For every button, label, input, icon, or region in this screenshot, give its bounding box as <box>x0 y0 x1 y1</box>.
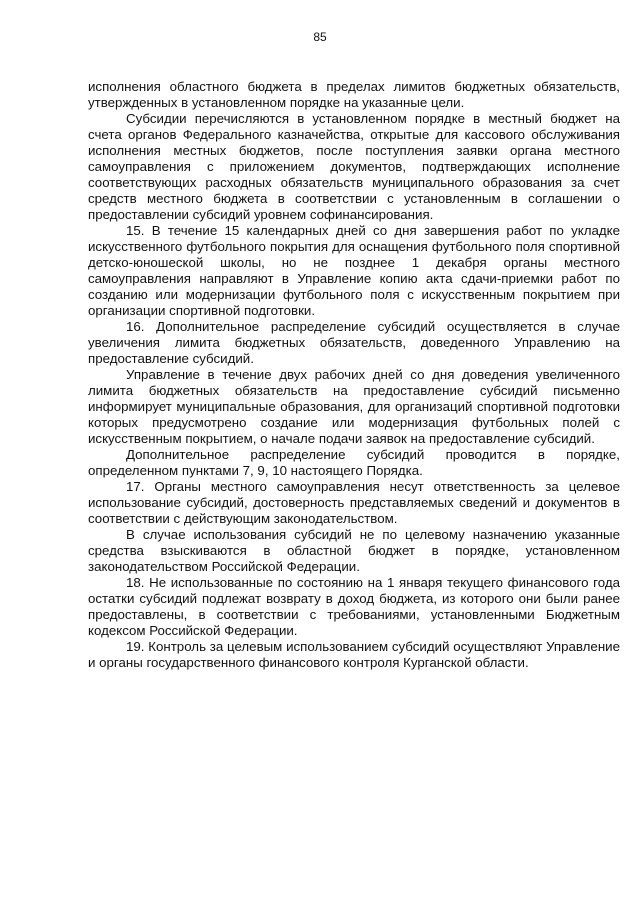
paragraph-item-15: 15. В течение 15 календарных дней со дня завершения работ по укладке искусственного футбольного покрытия для оснащения футбольного поля спортивной детско-юношеской школы, но не позднее 1 декабря органы местного самоуправления направляют в Управление копию акта сдачи-приемки работ по созданию или модернизации футбольного поля с искусственным покрытием при организации спортивной подготовки. <box>88 223 620 318</box>
paragraph-continuation: исполнения областного бюджета в пределах лимитов бюджетных обязательств, утвержденных в установленном порядке на указанные цели. <box>88 79 620 110</box>
paragraph-subsidy-transfer: Субсидии перечисляются в установленном порядке в местный бюджет на счета органов Федерального казначейства, открытые для кассового обслуживания исполнения местных бюджетов, после поступления заявки органа местного самоуправления с приложением документов, подтверждающих исполнение соответствующих расходных обязательств муниципального образования за счет средств местного бюджета в соответствии с установленным в соглашении о предоставлении субсидий уровнем софинансирования. <box>88 111 620 222</box>
page-number: 85 <box>313 30 327 44</box>
paragraph-notification: Управление в течение двух рабочих дней со дня доведения увеличенного лимита бюджетных обязательств на предоставление субсидий письменно информирует муниципальные образования, для организаций спортивной подготовки которых предусмотрено создание или модернизация футбольных полей с искусственным покрытием, о начале подачи заявок на предоставление субсидий. <box>88 367 620 446</box>
paragraph-item-18: 18. Не использованные по состоянию на 1 января текущего финансового года остатки субсидий подлежат возврату в доход бюджета, из которого они были ранее предоставлены, в соответствии с требованиями, установленными Бюджетным кодексом Российской Федерации. <box>88 575 620 638</box>
paragraph-item-17: 17. Органы местного самоуправления несут ответственность за целевое использование субсидий, достоверность представляемых сведений и документов в соответствии с действующим законодательством. <box>88 479 620 526</box>
document-body <box>88 79 620 671</box>
paragraph-item-16: 16. Дополнительное распределение субсидий осуществляется в случае увеличения лимита бюджетных обязательств, доведенного Управлению на предоставление субсидий. <box>88 319 620 366</box>
paragraph-misuse: В случае использования субсидий не по целевому назначению указанные средства взыскиваются в областной бюджет в порядке, установленном законодательством Российской Федерации. <box>88 527 620 574</box>
paragraph-item-19: 19. Контроль за целевым использованием субсидий осуществляют Управление и органы государственного финансового контроля Курганской области. <box>88 639 620 670</box>
paragraph-additional-distribution: Дополнительное распределение субсидий проводится в порядке, определенном пунктами 7, 9, 10 настоящего Порядка. <box>88 447 620 478</box>
